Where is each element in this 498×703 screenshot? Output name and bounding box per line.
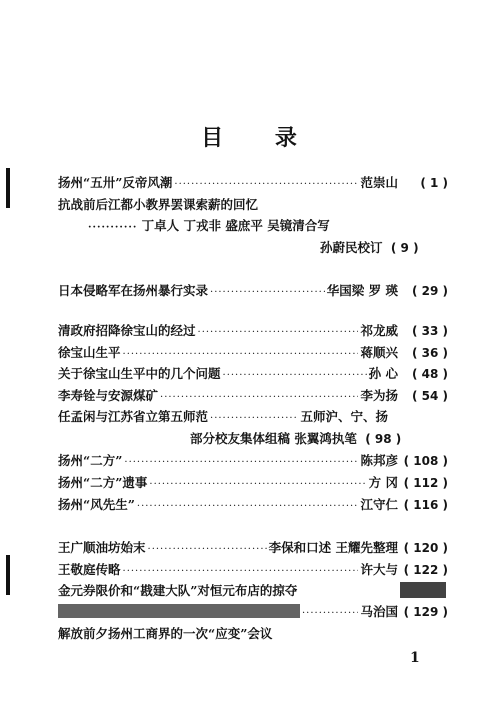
entry-author: 华国梁 罗 瑛: [326, 283, 398, 298]
entry-title: 李寿铨与安源煤矿: [58, 388, 159, 403]
entry-title: 抗战前后江都小教界罢课索薪的回忆: [58, 197, 259, 212]
entry-title: 解放前夕扬州工商界的一次“应变”会议: [58, 626, 273, 641]
toc-entry: [58, 474, 448, 492]
toc-entry: [58, 408, 388, 426]
entry-author: 李为扬: [360, 388, 398, 403]
entry-title: 扬州“风先生”: [58, 497, 135, 512]
entry-author: 陈邦彦: [360, 453, 398, 468]
entry-author: 祁龙威: [360, 323, 398, 338]
entry-title: 任孟闲与江苏省立第五师范: [58, 409, 209, 424]
entry-author: 五师沪、宁、扬: [300, 409, 388, 424]
scan-smudge: [58, 604, 300, 618]
leader-dots: [149, 476, 366, 492]
page-number: 1: [410, 650, 420, 666]
leader-dots: [210, 410, 298, 426]
entry-author: 李保和口述 王耀先整理: [268, 540, 398, 555]
leader-dots: [223, 367, 367, 383]
entry-authors: [190, 430, 401, 448]
entry-title: 清政府招降徐宝山的经过: [58, 323, 196, 338]
leader-dots: [123, 346, 359, 362]
entry-page: ( 9 ): [390, 241, 419, 255]
entry-author: 马治国: [360, 604, 398, 619]
entry-page: ( 98 ): [365, 432, 402, 446]
toc-entry: [58, 387, 448, 405]
leader-dots: [210, 284, 325, 300]
entry-author: 丁卓人 丁戎非 盛庶平 吴镜清合写: [141, 218, 330, 233]
toc-entry: [58, 561, 448, 579]
entry-title: 日本侵略军在扬州暴行实录: [58, 283, 209, 298]
leader-dots: [174, 176, 358, 192]
leader-dots: [302, 605, 358, 621]
entry-editor: [320, 239, 419, 257]
entry-authors: [88, 217, 330, 235]
entry-page: ( 36 ): [411, 346, 448, 360]
leader-dots: ···········: [88, 222, 138, 233]
toc-entry: [300, 603, 448, 621]
entry-page: ( 48 ): [411, 367, 448, 381]
leader-dots: [124, 454, 358, 470]
leader-dots: [123, 563, 359, 579]
entry-title: 徐宝山生平: [58, 345, 121, 360]
entry-author: 方 冈: [368, 475, 398, 490]
entry-author: 江守仁: [360, 497, 398, 512]
entry-author: 孙 心: [368, 366, 398, 381]
entry-title: 王敬庭传略: [58, 562, 121, 577]
scan-smudge: [400, 582, 446, 598]
entry-page: ( 1 ): [420, 176, 448, 190]
entry-page: ( 33 ): [411, 324, 448, 338]
entry-page: ( 108 ): [403, 454, 448, 468]
leader-dots: [198, 324, 359, 340]
entry-author: 蒋顺兴: [360, 345, 398, 360]
toc-entry: [58, 322, 448, 340]
entry-page: ( 120 ): [403, 541, 448, 555]
entry-page: ( 54 ): [411, 389, 448, 403]
toc-entry: [58, 344, 448, 362]
toc-entry: [58, 496, 448, 514]
toc-entry: [58, 282, 448, 300]
entry-page: ( 29 ): [411, 284, 448, 298]
leader-dots: [160, 389, 358, 405]
entry-title: 金元券限价和“戡建大队”对恒元布店的掠夺: [58, 583, 298, 598]
leader-dots: [137, 498, 359, 514]
entry-title: 扬州“五卅”反帝风潮: [58, 175, 173, 190]
entry-page: ( 112 ): [403, 476, 448, 490]
toc-entry: [58, 174, 448, 192]
scan-edge-mark: [6, 555, 10, 595]
entry-page: ( 116 ): [403, 498, 448, 512]
entry-title: 关于徐宝山生平中的几个问题: [58, 366, 221, 381]
toc-entry: [58, 539, 448, 557]
entry-author: 许大与: [360, 562, 398, 577]
toc-entry: [58, 452, 448, 470]
toc-entry: [58, 365, 448, 383]
entry-page: ( 122 ): [403, 563, 448, 577]
entry-title: 扬州“二方”: [58, 453, 123, 468]
leader-dots: [148, 541, 267, 557]
page-title: 目 录: [201, 125, 319, 151]
entry-author: 部分校友集体组稿 张翼鸿执笔: [190, 431, 357, 446]
entry-author: 范崇山: [360, 175, 398, 190]
entry-title: 扬州“二方”遗事: [58, 475, 148, 490]
scan-edge-mark: [6, 168, 10, 208]
entry-title: 王广顺油坊始末: [58, 540, 146, 555]
entry-page: ( 129 ): [403, 605, 448, 619]
entry-author: 孙蔚民校订: [320, 240, 383, 255]
